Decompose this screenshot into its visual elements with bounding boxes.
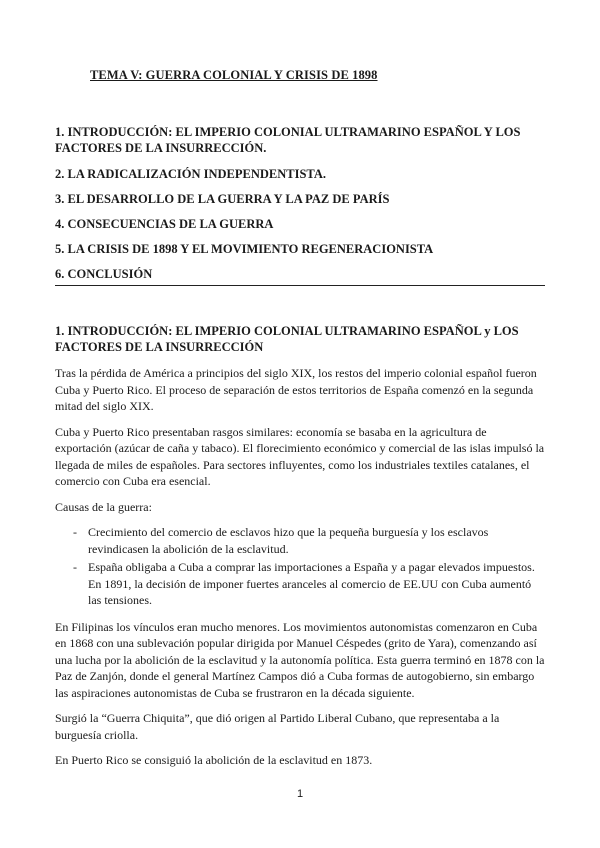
list-item [55, 524, 545, 557]
paragraph-causes-label: Causas de la guerra: [55, 499, 152, 514]
paragraph-intro: Tras la pérdida de América a principios del siglo XIX, los restos del imperio colonial español fueron Cuba y Puerto Rico. El proceso de separación de estos territorios de España comenzó en la segunda mitad del siglo XIX. [55, 366, 537, 413]
toc-item-5: 5. LA CRISIS DE 1898 Y EL MOVIMIENTO REGENERACIONISTA [55, 242, 434, 256]
page-number: 1 [296, 788, 304, 800]
paragraph-filipinas: En Filipinas los vínculos eran mucho menores. Los movimientos autonomistas comenzaron en Cuba en 1868 con una sublevación popular dirigida por Manuel Céspedes (grito de Yara), comenzando así una lucha por la abolición de la esclavitud y la autonomía política. Esta guerra terminó en 1878 con la Paz de Zanjón, donde el general Martínez Campos dió a Cuba formas de autogobierno, sin embargo las aspiraciones autonomistas de Cuba se frustraron en la década siguiente. [55, 619, 545, 700]
cause-text-1: Crecimiento del comercio de esclavos hizo que la pequeña burguesía y los esclavos revindicasen la abolición de la esclavitud. [88, 525, 489, 556]
toc-item-6: 6. CONCLUSIÓN [55, 267, 153, 281]
toc-item-2: 2. LA RADICALIZACIÓN INDEPENDENTISTA. [55, 167, 326, 181]
document-title: TEMA V: GUERRA COLONIAL Y CRISIS DE 1898 [90, 68, 378, 82]
section-divider [55, 285, 545, 286]
section-1-heading: 1. INTRODUCCIÓN: EL IMPERIO COLONIAL ULTRAMARINO ESPAÑOL y LOS FACTORES DE LA INSURRECCIÓN [55, 324, 519, 354]
paragraph-economy: Cuba y Puerto Rico presentaban rasgos similares: economía se basaba en la agricultura de exportación (azúcar de caña y tabaco). El florecimiento económico y comercial de las islas impulsó la llegada de miles de españoles. Para sectores influyentes, como los industriales textiles catalanes, el comercio con Cuba era esencial. [55, 424, 545, 488]
dash-bullet: - [73, 525, 77, 539]
toc-item-1: 1. INTRODUCCIÓN: EL IMPERIO COLONIAL ULTRAMARINO ESPAÑOL Y LOS FACTORES DE LA INSURRECCIÓN. [55, 125, 521, 155]
list-item [55, 559, 545, 609]
paragraph-puerto-rico: En Puerto Rico se consiguió la abolición de la esclavitud en 1873. [55, 753, 373, 767]
dash-bullet: - [73, 560, 77, 574]
causes-list [55, 524, 545, 609]
table-of-contents [55, 124, 545, 281]
toc-item-3: 3. EL DESARROLLO DE LA GUERRA Y LA PAZ DE PARÍS [55, 192, 390, 206]
paragraph-guerra-chiquita: Surgió la “Guerra Chiquita”, que dió origen al Partido Liberal Cubano, que representaba a la burguesía criolla. [55, 711, 500, 742]
section-1 [55, 323, 545, 778]
toc-item-4: 4. CONSECUENCIAS DE LA GUERRA [55, 217, 274, 231]
cause-text-2: España obligaba a Cuba a comprar las importaciones a España y a pagar elevados impuestos. En 1891, la decisión de imponer fuertes aranceles al comercio de EE.UU con Cuba aumentó las tensiones. [88, 560, 535, 607]
